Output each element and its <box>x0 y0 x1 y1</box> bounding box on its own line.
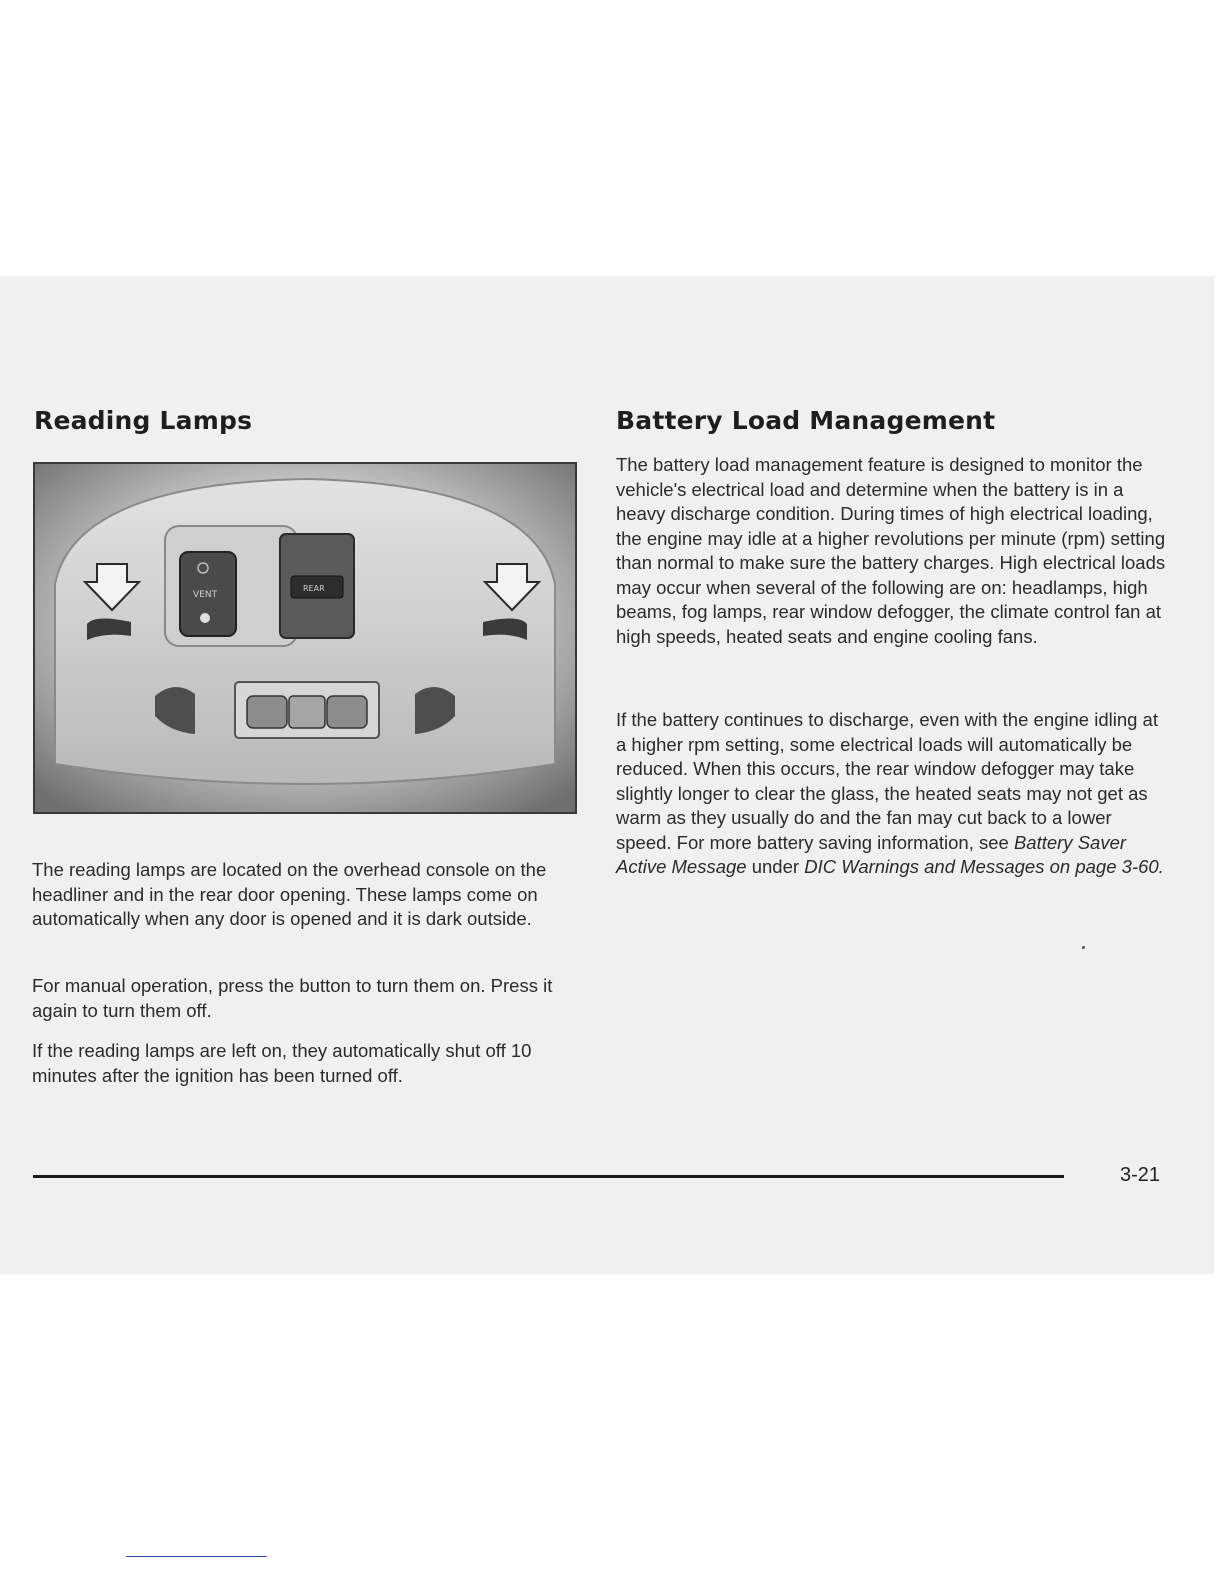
manual-page <box>0 276 1214 1274</box>
rear-button-label: REAR <box>303 584 325 593</box>
reading-lamps-paragraph-3: If the reading lamps are left on, they automatically shut off 10 minutes after the ignition has been turned off. <box>32 1040 532 1086</box>
battery-saver-reference[interactable]: Battery Saver Active Message <box>616 831 1127 877</box>
reading-lamps-heading: Reading Lamps <box>34 406 253 435</box>
reading-lamps-paragraph-2: For manual operation, press the button to turn them on. Press it again to turn them off. <box>32 975 553 1021</box>
dic-warnings-reference[interactable]: DIC Warnings and Messages on page 3-60. <box>804 856 1164 877</box>
overhead-console-photo <box>33 462 577 814</box>
battery-load-heading: Battery Load Management <box>616 406 996 435</box>
page-number: 3-21 <box>1120 1164 1161 1186</box>
vent-label: VENT <box>193 590 218 600</box>
footer-rule <box>33 1175 1064 1178</box>
under-word: under <box>751 856 800 877</box>
battery-load-paragraph-2-text: If the battery continues to discharge, even with the engine idling at a higher rpm setting, some electrical loads will automatically be reduced. When this occurs, the rear window defogger may take slightly longer to clear the glass, the heated seats may not get as warm as they usually do and the fan may cut back to a lower speed. For more battery saving information, see <box>616 709 1158 853</box>
bottom-link-underline <box>126 1556 267 1557</box>
battery-load-paragraph-1: The battery load management feature is designed to monitor the vehicle's electrical load and determine when the battery is in a heavy discharge condition. During times of high electrical loading, the engine may idle at a higher revolutions per minute (rpm) setting than normal to make sure the battery charges. High electrical loads may occur when several of the following are on: headlamps, high beams, fog lamps, rear window defogger, the climate control fan at high speeds, heated seats and engine cooling fans. <box>616 454 1166 647</box>
battery-load-paragraph-2 <box>616 708 1172 880</box>
reading-lamps-paragraph-1: The reading lamps are located on the overhead console on the headliner and in the rear door opening. These lamps come on automatically when any door is opened and it is dark outside. <box>32 859 547 929</box>
stray-mark <box>1082 946 1085 949</box>
